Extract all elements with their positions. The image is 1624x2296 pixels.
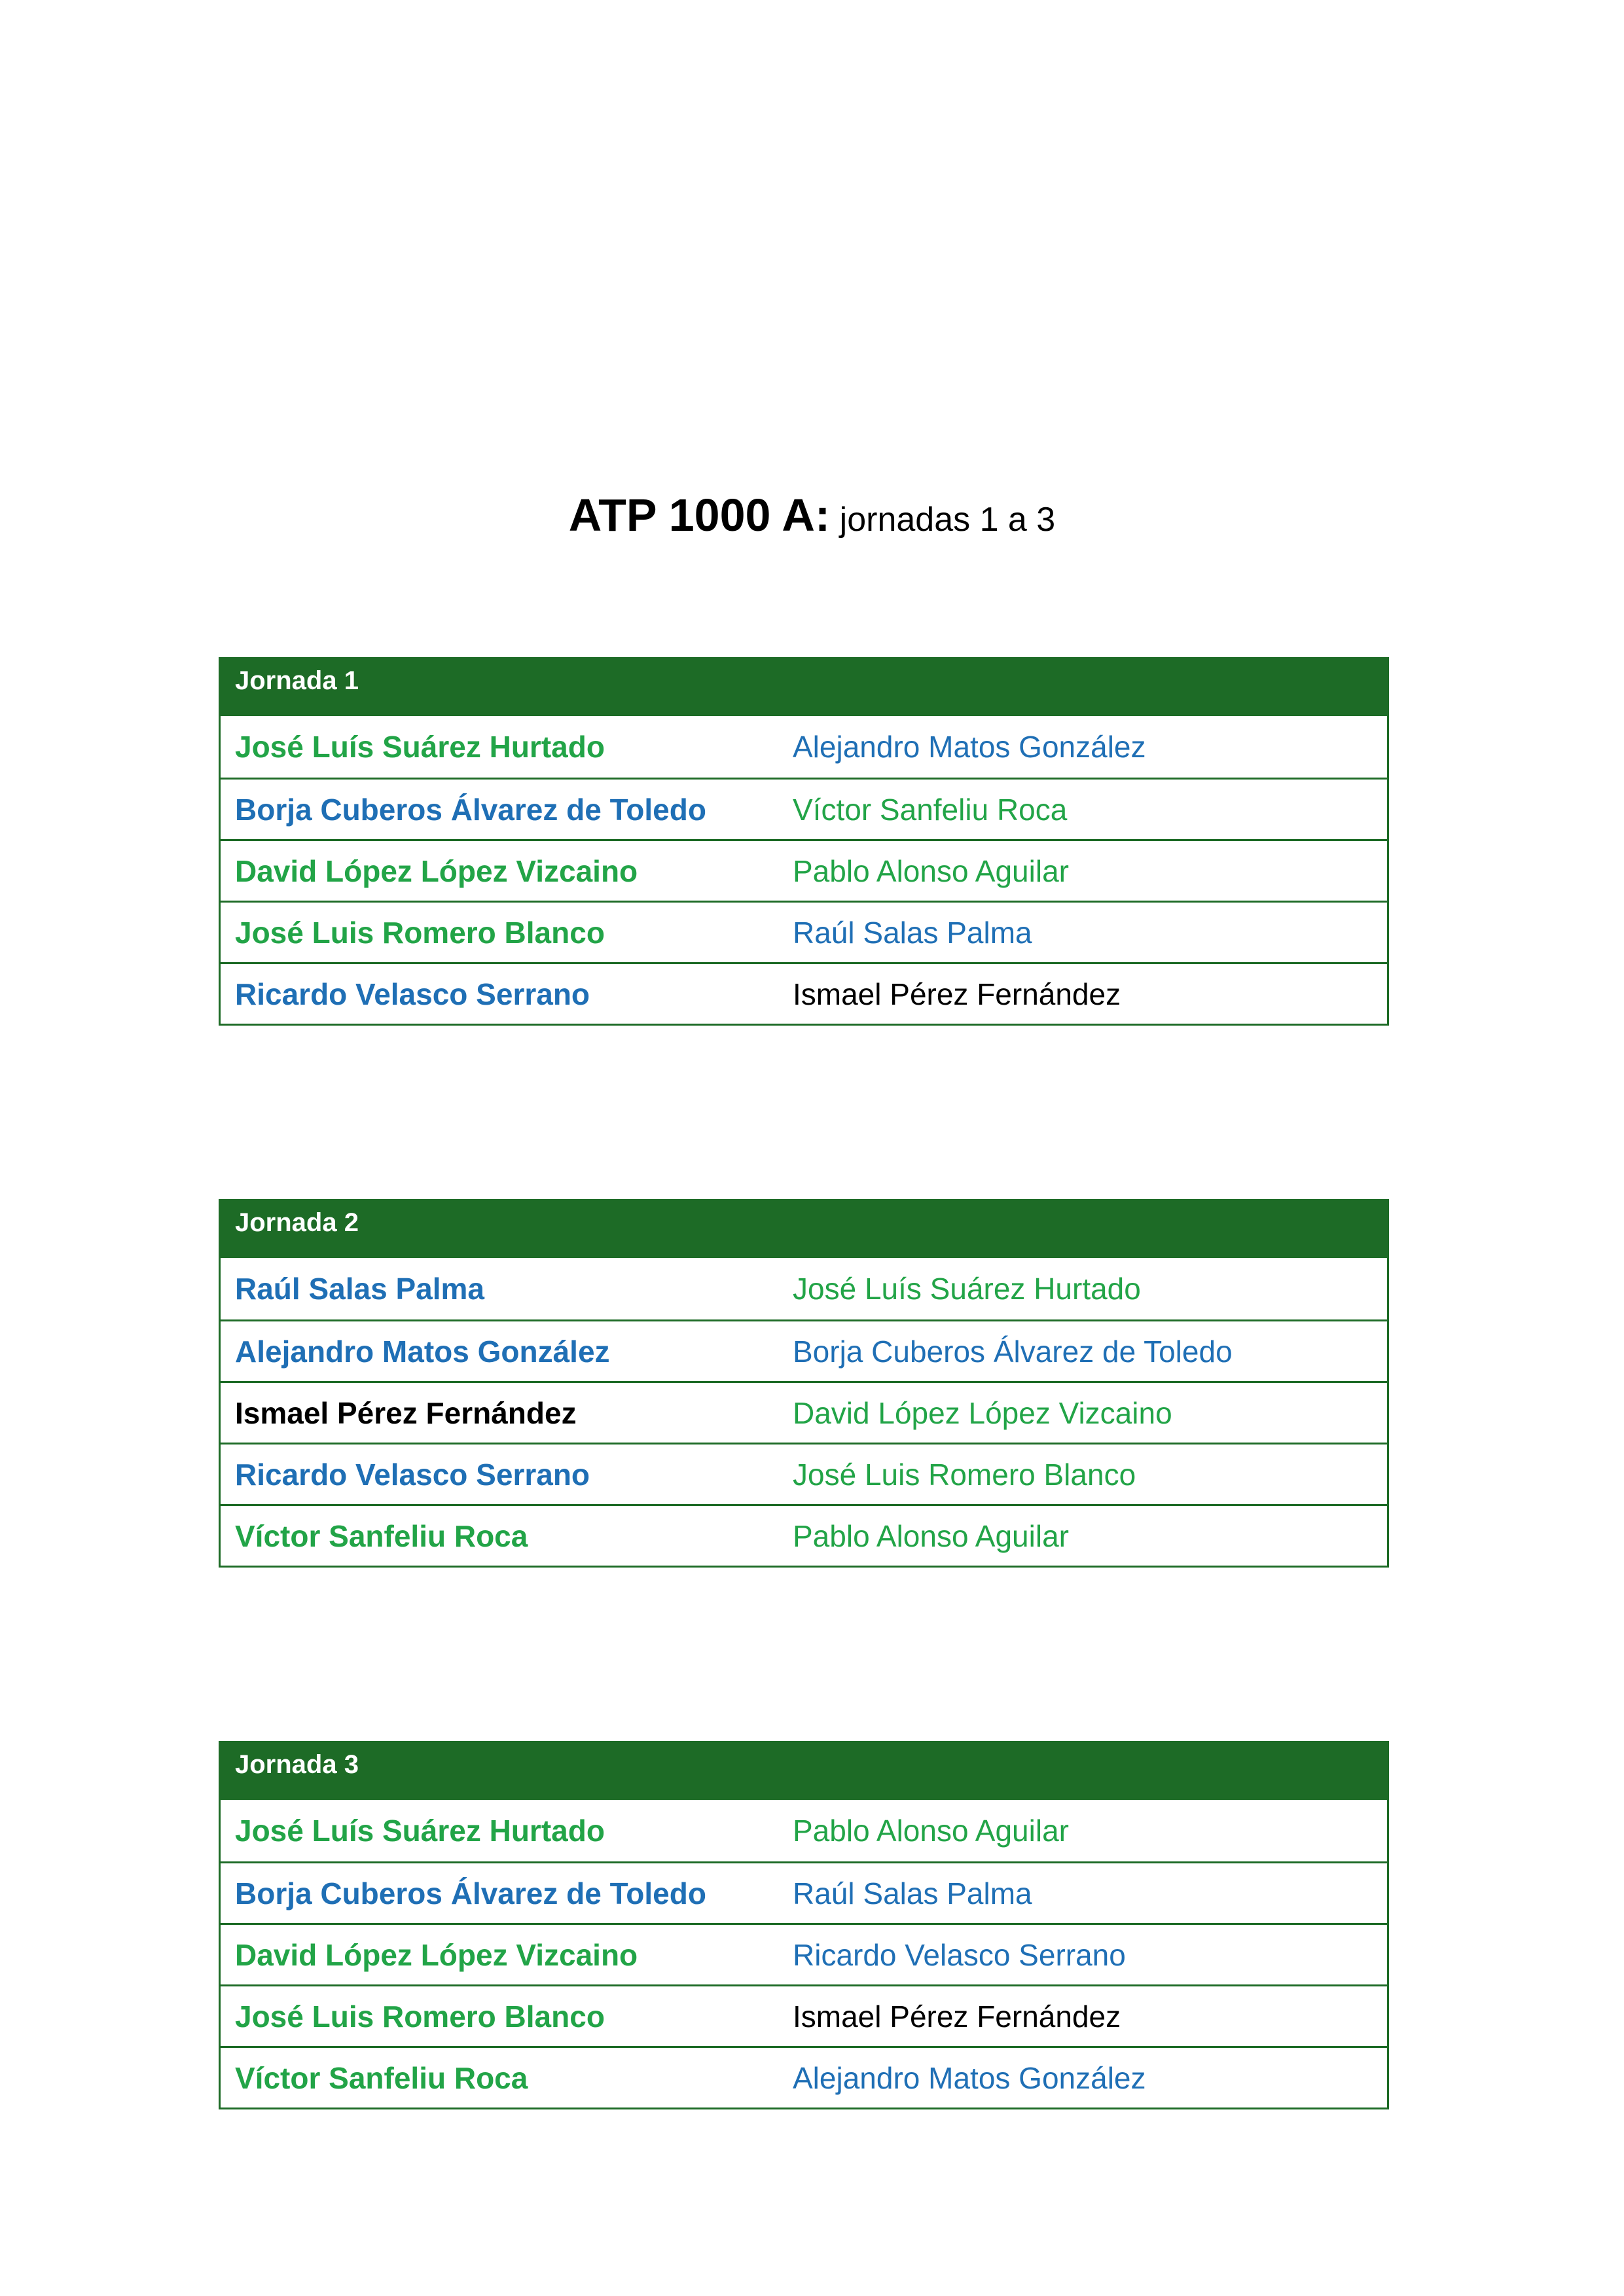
home-player: José Luís Suárez Hurtado	[235, 1814, 605, 1848]
match-row	[221, 1800, 1387, 1861]
round-header: Jornada 2	[221, 1201, 1387, 1258]
home-player: David López López Vizcaino	[235, 1937, 638, 1972]
match-row	[221, 901, 1387, 962]
away-player: David López López Vizcaino	[793, 1395, 1172, 1430]
round-table-3	[219, 1741, 1389, 2109]
away-player: José Luis Romero Blanco	[793, 1457, 1136, 1492]
away-player: Borja Cuberos Álvarez de Toledo	[793, 1334, 1233, 1369]
match-row	[221, 1504, 1387, 1566]
away-player: Alejandro Matos González	[793, 2060, 1146, 2095]
home-player: Ismael Pérez Fernández	[235, 1395, 577, 1430]
match-row	[221, 1984, 1387, 2046]
away-player: Ismael Pérez Fernández	[793, 1999, 1121, 2034]
match-row	[221, 962, 1387, 1024]
home-player: Borja Cuberos Álvarez de Toledo	[235, 1876, 706, 1910]
away-player: Raúl Salas Palma	[793, 915, 1032, 950]
home-player: Víctor Sanfeliu Roca	[235, 2060, 528, 2095]
page-title	[0, 486, 1624, 549]
round-table-1	[219, 657, 1389, 1026]
match-row	[221, 1443, 1387, 1504]
home-player: Alejandro Matos González	[235, 1334, 610, 1369]
away-player: Pablo Alonso Aguilar	[793, 853, 1069, 888]
title-main: ATP 1000 A:	[568, 490, 831, 541]
away-player: Alejandro Matos González	[793, 730, 1146, 764]
home-player: David López López Vizcaino	[235, 853, 638, 888]
round-table-2	[219, 1199, 1389, 1568]
match-row	[221, 839, 1387, 901]
home-player: Ricardo Velasco Serrano	[235, 1457, 590, 1492]
round-header: Jornada 1	[221, 659, 1387, 716]
away-player: Pablo Alonso Aguilar	[793, 1518, 1069, 1553]
away-player: Pablo Alonso Aguilar	[793, 1814, 1069, 1848]
match-row	[221, 1258, 1387, 1319]
home-player: Víctor Sanfeliu Roca	[235, 1518, 528, 1553]
home-player: José Luis Romero Blanco	[235, 915, 605, 950]
match-row	[221, 716, 1387, 778]
match-row	[221, 1923, 1387, 1984]
home-player: Borja Cuberos Álvarez de Toledo	[235, 792, 706, 827]
home-player: José Luís Suárez Hurtado	[235, 730, 605, 764]
match-row	[221, 1381, 1387, 1443]
away-player: Ismael Pérez Fernández	[793, 977, 1121, 1011]
away-player: Ricardo Velasco Serrano	[793, 1937, 1126, 1972]
match-row	[221, 1319, 1387, 1381]
home-player: Raúl Salas Palma	[235, 1272, 484, 1306]
home-player: José Luis Romero Blanco	[235, 1999, 605, 2034]
away-player: Raúl Salas Palma	[793, 1876, 1032, 1910]
match-row	[221, 778, 1387, 839]
away-player: Víctor Sanfeliu Roca	[793, 792, 1068, 827]
away-player: José Luís Suárez Hurtado	[793, 1272, 1141, 1306]
title-sub: jornadas 1 a 3	[830, 501, 1056, 539]
match-row	[221, 1861, 1387, 1923]
match-row	[221, 2046, 1387, 2108]
round-header: Jornada 3	[221, 1743, 1387, 1800]
home-player: Ricardo Velasco Serrano	[235, 977, 590, 1011]
